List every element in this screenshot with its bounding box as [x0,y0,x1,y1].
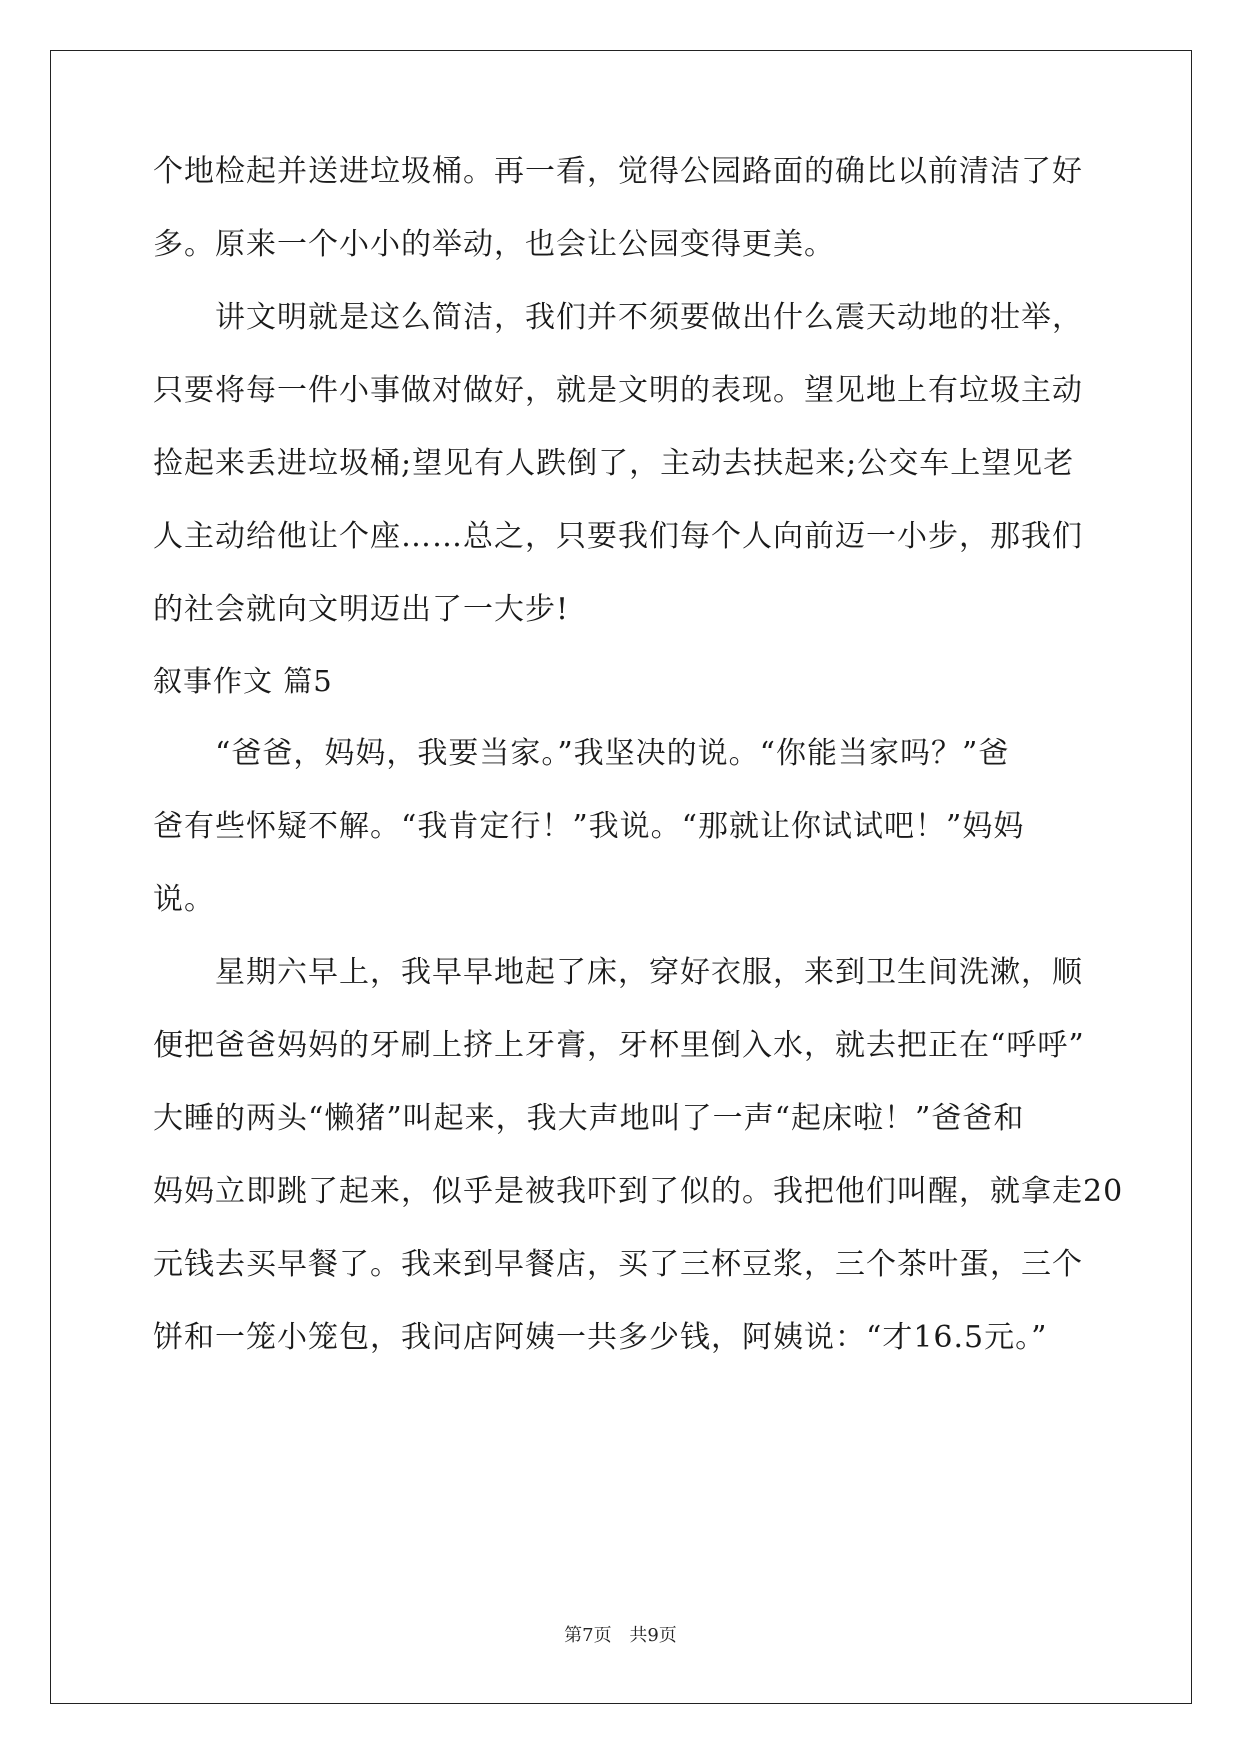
text-line: 只要将每一件小事做对做好，就是文明的表现。望见地上有垃圾主动 [153,373,1083,408]
text-line: 便把爸爸妈妈的牙刷上挤上牙膏，牙杯里倒入水，就去把正在“呼呼” [153,1028,1085,1063]
text-line: 个地检起并送进垃圾桶。再一看，觉得公园路面的确比以前清洁了好 [153,154,1083,189]
page-number-current: 第7页 [564,1625,612,1646]
section-heading: 叙事作文 篇5 [153,664,333,698]
text-line: 人主动给他让个座……总之，只要我们每个人向前迈一小步，那我们 [153,519,1083,554]
text-line: 饼和一笼小笼包，我问店阿姨一共多少钱，阿姨说：“才16.5元。” [153,1320,1048,1355]
text-line: “爸爸，妈妈，我要当家。”我坚决的说。“你能当家吗？”爸 [153,736,1010,771]
page-footer [0,1621,1241,1647]
text-line: 爸有些怀疑不解。“我肯定行！”我说。“那就让你试试吧！”妈妈 [153,809,1025,844]
text-line: 捡起来丢进垃圾桶;望见有人跌倒了，主动去扶起来;公交车上望见老 [153,446,1075,481]
text-line: 星期六早上，我早早地起了床，穿好衣服，来到卫生间洗漱，顺 [153,955,1083,990]
text-line: 大睡的两头“懒猪”叫起来，我大声地叫了一声“起床啦！”爸爸和 [153,1101,1025,1136]
text-line: 说。 [153,882,215,917]
text-line: 多。原来一个小小的举动，也会让公园变得更美。 [153,227,835,262]
text-line: 讲文明就是这么简洁，我们并不须要做出什么震天动地的壮举， [153,300,1083,335]
page-number-total: 共9页 [629,1625,677,1646]
text-line: 妈妈立即跳了起来，似乎是被我吓到了似的。我把他们叫醒，就拿走20 [153,1174,1124,1209]
text-line: 的社会就向文明迈出了一大步! [153,592,570,627]
text-line: 元钱去买早餐了。我来到早餐店，买了三杯豆浆，三个茶叶蛋，三个 [153,1247,1083,1282]
